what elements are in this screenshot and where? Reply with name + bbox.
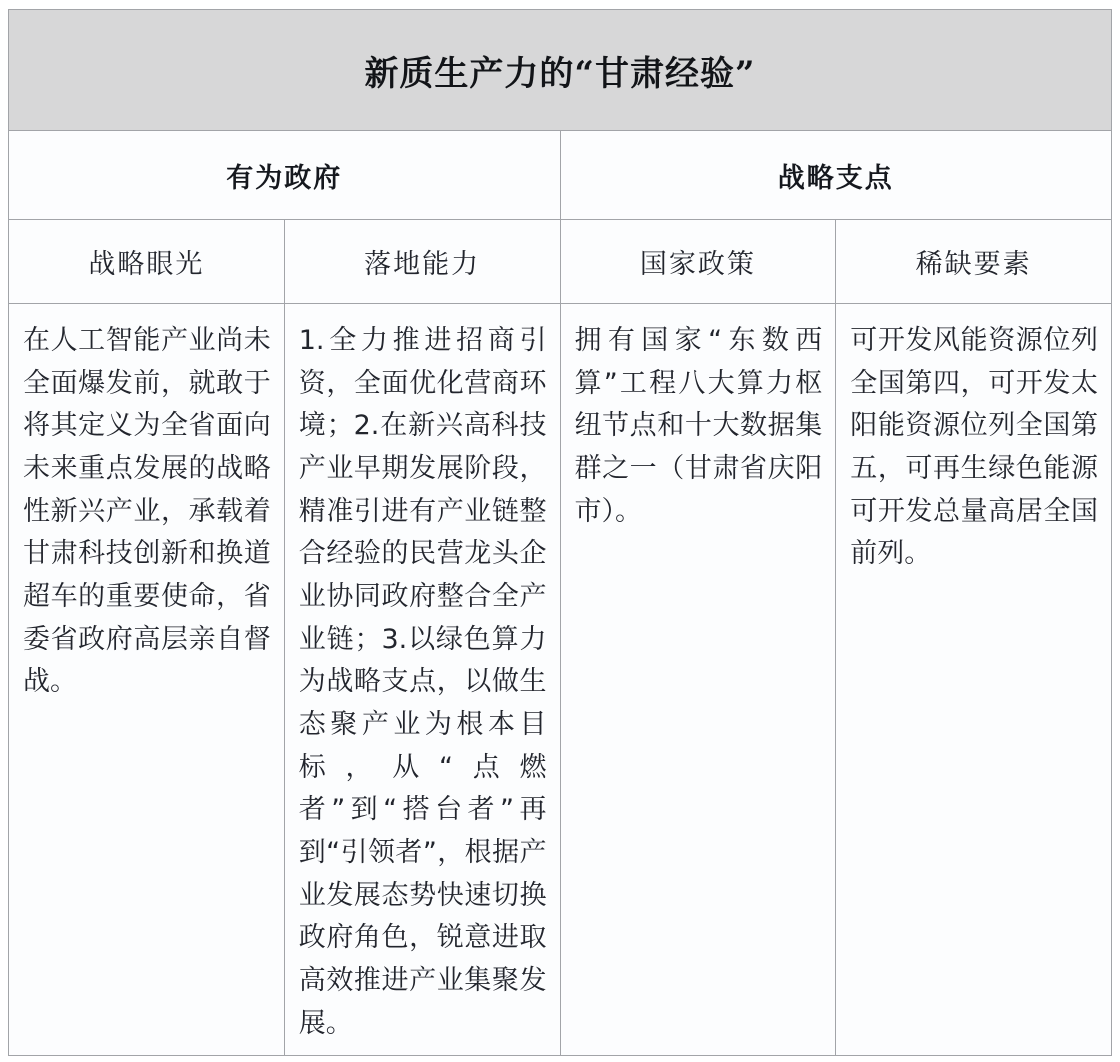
title-row [9,10,1112,131]
gansu-experience-table [8,9,1112,1056]
column-header-execution-capability: 落地能力 [284,220,560,304]
group-header-proactive-government: 有为政府 [9,131,561,220]
column-header-scarce-resources: 稀缺要素 [836,220,1112,304]
body-row [9,304,1112,1056]
column-header-national-policy: 国家政策 [560,220,836,304]
cell-strategic-vision: 在人工智能产业尚未全面爆发前，就敢于将其定义为全省面向未来重点发展的战略性新兴产业，承载着甘肃科技创新和换道超车的重要使命，省委省政府高层亲自督战。 [9,304,285,1056]
group-header-strategic-pivot: 战略支点 [560,131,1112,220]
cell-execution-capability: 1.全力推进招商引资，全面优化营商环境；2.在新兴高科技产业早期发展阶段，精准引进有产业链整合经验的民营龙头企业协同政府整合全产业链；3.以绿色算力为战略支点，以做生态聚产业为根本目标，从“点燃者”到“搭台者”再到“引领者”，根据产业发展态势快速切换政府角色，锐意进取高效推进产业集聚发展。 [284,304,560,1056]
cell-national-policy: 拥有国家“东数西算”工程八大算力枢纽节点和十大数据集群之一（甘肃省庆阳市）。 [560,304,836,1056]
column-header-strategic-vision: 战略眼光 [9,220,285,304]
column-header-row [9,220,1112,304]
table-title: 新质生产力的“甘肃经验” [9,10,1112,131]
group-header-row [9,131,1112,220]
cell-scarce-resources: 可开发风能资源位列全国第四，可开发太阳能资源位列全国第五，可再生绿色能源可开发总量高居全国前列。 [836,304,1112,1056]
